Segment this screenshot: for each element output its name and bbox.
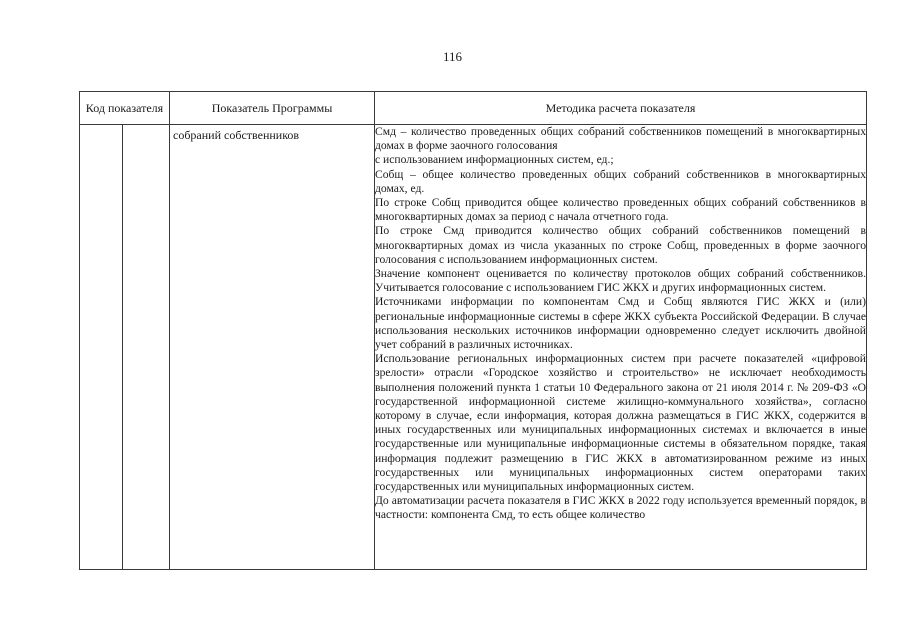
header-indicator-code: Код показателя [80, 92, 170, 125]
method-paragraph: Значение компонент оценивается по количеству протоколов общих собраний собственников. Учитывается голосование с использованием ГИС ЖКХ и других информационных систем. [375, 267, 866, 295]
method-paragraph: По строке Смд приводится количество общих собраний собственников помещений в многоквартирных домах из числа указанных по строке Собщ, проведенных в форме заочного голосования с использованием информационных систем. [375, 224, 866, 266]
table-header-row [80, 92, 867, 125]
header-program-indicator: Показатель Программы [170, 92, 375, 125]
methodology-table [79, 91, 867, 570]
page-number: 116 [442, 49, 463, 64]
method-paragraph: Смд – количество проведенных общих собраний собственников помещений в многоквартирных домах в форме заочного голосования [375, 125, 866, 153]
method-paragraph: Источниками информации по компонентам Смд и Собщ являются ГИС ЖКХ и (или) региональные информационные системы в сфере ЖКХ субъекта Российской Федерации. В случае использования нескольких источников информации одновременно следует исключить двойной учет собраний в различных источниках. [375, 295, 866, 352]
method-cell [375, 125, 867, 570]
method-paragraph: По строке Собщ приводится общее количество проведенных общих собраний собственников в многоквартирных домах за период с начала отчетного года. [375, 196, 866, 224]
method-paragraph: До автоматизации расчета показателя в ГИС ЖКХ в 2022 году используется временный порядок, в частности: компонента Смд, то есть общее количество [375, 494, 866, 522]
indicator-text: собраний собственников [173, 128, 300, 142]
indicator-cell [170, 125, 375, 570]
method-paragraph: Использование региональных информационных систем при расчете показателей «цифровой зрелости» отрасли «Городское хозяйство и строительство» не исключает необходимость выполнения положений пункта 1 статьи 10 Федерального закона от 21 июля 2014 г. № 209-ФЗ «О государственной информационной системе жилищно-коммунального хозяйства», согласно которому в случае, если информация, которая должна размещаться в ГИС ЖКХ, содержится в иных государственных или муниципальных информационных системах и включается в иные государственные или муниципальные информационные системы в обязательном порядке, такая информация подлежит размещению в ГИС ЖКХ в автоматизированном режиме из иных государственных или муниципальных информационных систем операторами таких государственных или муниципальных информационных систем. [375, 352, 866, 494]
header-calculation-method: Методика расчета показателя [375, 92, 867, 125]
method-paragraph: с использованием информационных систем, ед.; [375, 153, 614, 167]
code-cell-right [123, 125, 170, 570]
method-paragraph: Собщ – общее количество проведенных общих собраний собственников в многоквартирных домах, ед. [375, 167, 866, 195]
table-row [80, 125, 867, 570]
code-cell-left [80, 125, 123, 570]
